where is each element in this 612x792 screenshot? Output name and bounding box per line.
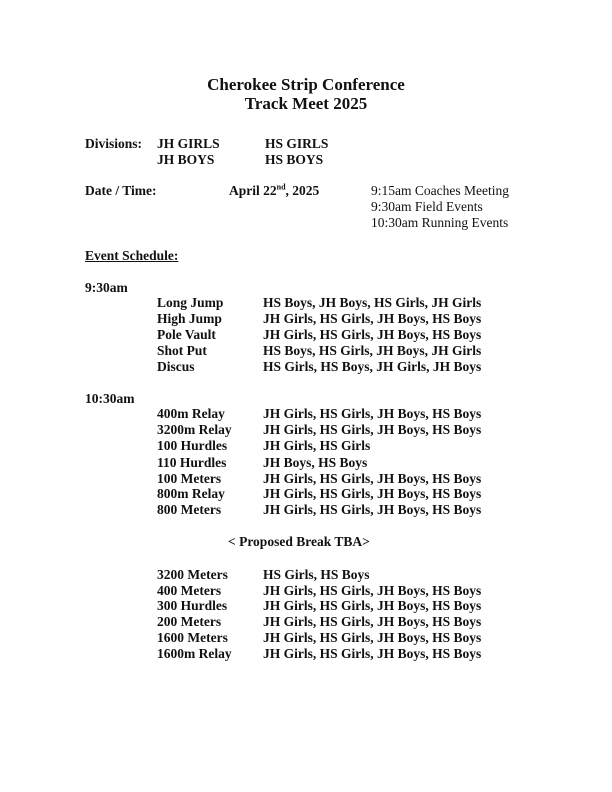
event-order: JH Girls, HS Girls, JH Boys, HS Boys	[263, 502, 482, 517]
event-order: HS Boys, JH Boys, HS Girls, JH Girls	[263, 295, 482, 310]
division-hs-boys: HS BOYS	[265, 152, 324, 167]
time-coaches-meeting: 9:15am Coaches Meeting	[371, 183, 509, 198]
event-name: 3200 Meters	[157, 567, 228, 582]
division-jh-girls: JH GIRLS	[157, 136, 220, 151]
proposed-break-note: < Proposed Break TBA>	[228, 534, 370, 549]
event-name: 800m Relay	[157, 486, 225, 501]
event-order: JH Boys, HS Boys	[263, 455, 368, 470]
division-jh-boys: JH BOYS	[157, 152, 215, 167]
event-order: HS Boys, HS Girls, JH Boys, JH Girls	[263, 343, 482, 358]
document-title: Cherokee Strip Conference	[207, 75, 405, 94]
divisions-label: Divisions:	[85, 136, 143, 151]
time-running-events: 10:30am Running Events	[371, 215, 509, 230]
date-suffix: nd	[276, 182, 286, 192]
event-order: HS Girls, HS Boys, JH Girls, JH Boys	[263, 359, 482, 374]
meet-date	[229, 183, 319, 199]
event-order: JH Girls, HS Girls, JH Boys, HS Boys	[263, 630, 482, 645]
event-name: Shot Put	[157, 343, 207, 358]
event-order: JH Girls, HS Girls, JH Boys, HS Boys	[263, 614, 482, 629]
date-month-day: April 22	[229, 183, 277, 198]
event-order: JH Girls, HS Girls, JH Boys, HS Boys	[263, 422, 482, 437]
event-name: 400 Meters	[157, 583, 222, 598]
event-order: HS Girls, HS Boys	[263, 567, 370, 582]
event-order: JH Girls, HS Girls, JH Boys, HS Boys	[263, 327, 482, 342]
document-subtitle: Track Meet 2025	[244, 94, 368, 113]
event-name: Pole Vault	[157, 327, 216, 342]
event-name: 3200m Relay	[157, 422, 232, 437]
event-schedule-heading: Event Schedule:	[85, 248, 179, 263]
date-year: , 2025	[285, 183, 320, 198]
event-name: 800 Meters	[157, 502, 222, 517]
event-order: JH Girls, HS Girls	[263, 438, 371, 453]
block2-time: 10:30am	[85, 391, 135, 406]
block1-time: 9:30am	[85, 280, 128, 295]
event-name: High Jump	[157, 311, 222, 326]
event-order: JH Girls, HS Girls, JH Boys, HS Boys	[263, 486, 482, 501]
event-order: JH Girls, HS Girls, JH Boys, HS Boys	[263, 646, 482, 661]
event-order: JH Girls, HS Girls, JH Boys, HS Boys	[263, 471, 482, 486]
time-field-events: 9:30am Field Events	[371, 199, 483, 214]
event-name: Long Jump	[157, 295, 224, 310]
event-name: 100 Meters	[157, 471, 222, 486]
event-order: JH Girls, HS Girls, JH Boys, HS Boys	[263, 598, 482, 613]
event-name: 110 Hurdles	[157, 455, 227, 470]
event-name: 1600 Meters	[157, 630, 228, 645]
event-name: 300 Hurdles	[157, 598, 228, 613]
event-order: JH Girls, HS Girls, JH Boys, HS Boys	[263, 406, 482, 421]
date-time-label: Date / Time:	[85, 183, 157, 198]
event-name: 400m Relay	[157, 406, 225, 421]
event-order: JH Girls, HS Girls, JH Boys, HS Boys	[263, 583, 482, 598]
event-order: JH Girls, HS Girls, JH Boys, HS Boys	[263, 311, 482, 326]
event-name: 100 Hurdles	[157, 438, 228, 453]
event-name: 200 Meters	[157, 614, 222, 629]
event-name: 1600m Relay	[157, 646, 232, 661]
event-name: Discus	[157, 359, 195, 374]
division-hs-girls: HS GIRLS	[265, 136, 329, 151]
